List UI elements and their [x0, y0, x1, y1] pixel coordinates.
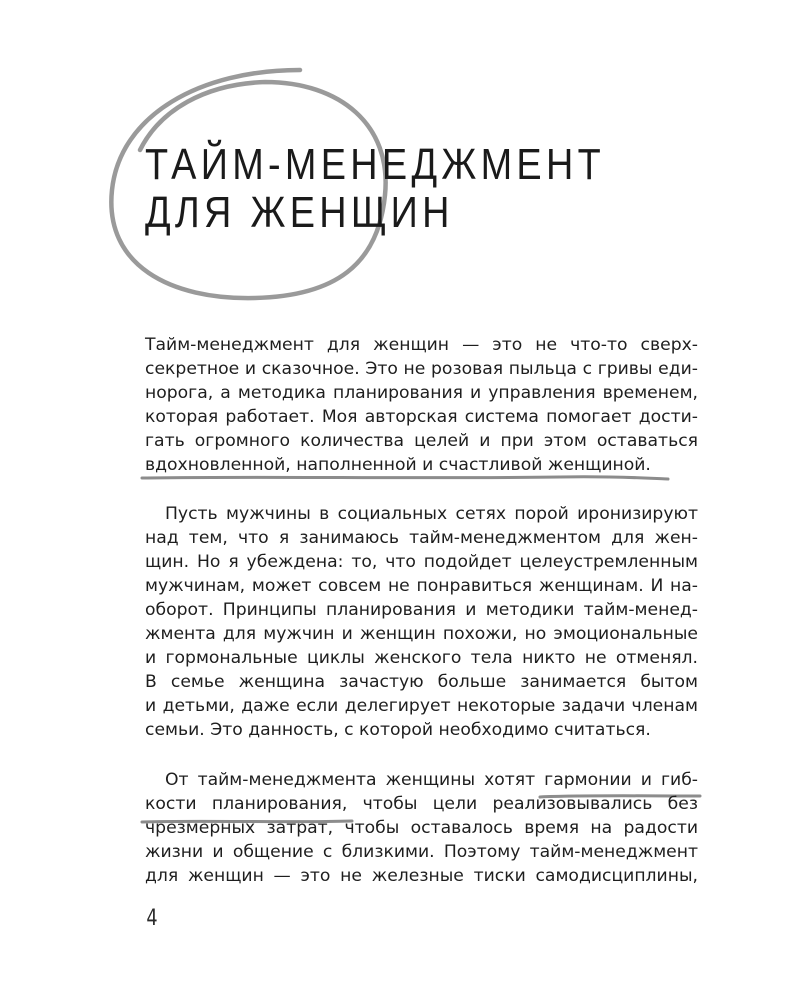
text-line: Тайм-менеджмент для женщин — это не что-то сверх- [145, 335, 698, 355]
text-line: чрезмерных затрат, чтобы оставалось время на радости [145, 818, 698, 838]
chapter-title-line-1: ТАЙМ-МЕНЕДЖМЕНТ [145, 140, 606, 189]
text-line: норога, а методика планирования и управления временем, [145, 383, 698, 403]
text-line: секретное и сказочное. Это не розовая пыльца с гривы еди- [145, 359, 698, 379]
text-line: жизни и общение с близкими. Поэтому тайм-менеджмент [145, 842, 698, 862]
text-line: над тем, что я занимаюсь тайм-менеджментом для жен- [145, 528, 698, 548]
text-line: для женщин — это не железные тиски самодисциплины, [145, 866, 698, 886]
text-line: вдохновленной, наполненной и счастливой женщиной. [145, 455, 651, 475]
text-line: щин. Но я убеждена: то, что подойдет целеустремленным [145, 552, 698, 572]
text-line: и гормональные циклы женского тела никто не отменял. [145, 648, 698, 668]
text-line: оборот. Принципы планирования и методики тайм-менед- [145, 600, 698, 620]
underline-inspired-woman [142, 477, 668, 479]
text-line: которая работает. Моя авторская система помогает дости- [145, 407, 698, 427]
text-line: семьи. Это данность, с которой необходимо считаться. [145, 720, 651, 740]
text-line: и детьми, даже если делегирует некоторые задачи членам [145, 696, 698, 716]
text-line: Пусть мужчины в социальных сетях порой иронизируют [165, 504, 698, 524]
chapter-title-line-2: ДЛЯ ЖЕНЩИН [145, 188, 454, 237]
text-line: мужчинам, может совсем не понравиться женщинам. И на- [145, 576, 698, 596]
page-number: 4 [146, 906, 158, 931]
text-line: кости планирования, чтобы цели реализовывались без [145, 794, 698, 814]
text-line: В семье женщина зачастую больше занимается бытом [145, 672, 698, 692]
text-line: гать огромного количества целей и при этом оставаться [145, 431, 698, 451]
text-line: От тайм-менеджмента женщины хотят гармонии и гиб- [165, 770, 698, 790]
text-line: жмента для мужчин и женщин похожи, но эмоциональные [145, 624, 698, 644]
